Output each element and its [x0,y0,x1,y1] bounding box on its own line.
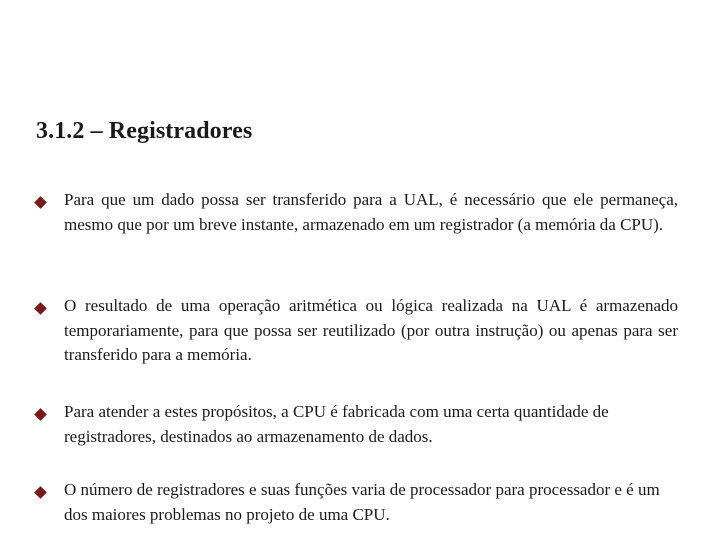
diamond-bullet-icon [34,486,47,499]
bullet-text: O resultado de uma operação aritmética ou lógica realizada na UAL é armazenado temporariamente, para que possa ser reutilizado (por outra instrução) ou apenas para ser transferido para a memória. [64,296,678,364]
bullet-text: Para atender a estes propósitos, a CPU é fabricada com uma certa quantidade de registradores, destinados ao armazenamento de dados. [64,402,609,446]
diamond-bullet-icon [34,196,47,209]
slide-title: 3.1.2 – Registradores [36,118,253,144]
bullet-text: Para que um dado possa ser transferido para a UAL, é necessário que ele permaneça, mesmo que por um breve instante, armazenado em um registrador (a memória da CPU). [64,190,678,234]
bullet-text: O número de registradores e suas funções varia de processador para processador e é um dos maiores problemas no projeto de uma CPU. [64,480,660,524]
diamond-bullet-icon [34,408,47,421]
diamond-bullet-icon [34,302,47,315]
